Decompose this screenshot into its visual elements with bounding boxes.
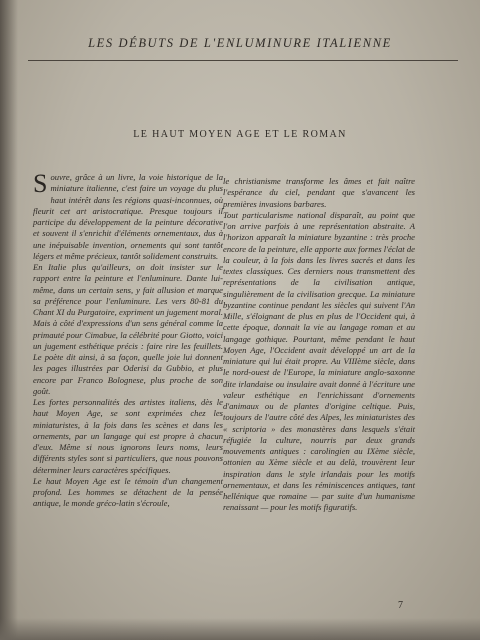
chapter-title: LE HAUT MOYEN AGE ET LE ROMAN bbox=[133, 129, 347, 140]
running-head: LES DÉBUTS DE L'ENLUMINURE ITALIENNE bbox=[88, 36, 392, 50]
paragraph: Le haut Moyen Age est le témoin d'un changement profond. Les hommes se détachent de la pensée antique, le monde gréco-latin s'écroule, bbox=[33, 475, 223, 509]
drop-cap: S bbox=[33, 169, 48, 198]
paragraph: En Italie plus qu'ailleurs, on doit insister sur le rapport entre la peinture et l'enluminure. Dante lui-même, dans un certain sens, y fait allusion et marque sa préférence pour l'enluminure. Les vers 80-81 du Chant XI du Purgatoire, expriment un jugement moral. Mais à côté d'expressions d'un sens général comme la primauté pour Cimabue, la célébrité pour Giotto, voici un jugement esthétique précis : faire rire les feuillets. Le poète dit ainsi, à sa façon, quelle joie lui donnent les pages illustrées par Oderisi da Gubbio, et plus encore par Franco Bolognese, plus proche de son goût. bbox=[33, 262, 223, 396]
header-rule bbox=[28, 60, 458, 61]
paragraph: le christianisme transforme les âmes et fait naître l'espérance du ciel, pendant que s'avancent les premières invasions barbares. bbox=[223, 176, 415, 209]
paragraph: Les fortes personnalités des artistes italiens, dès le haut Moyen Age, se sont exprimées chez les miniaturistes, à la fois dans les scènes et dans les ornements, par un langage qui est propre à chacun d'eux. Même si nous ignorons leurs noms, leurs différents styles sont si particuliers, que nous pouvons déterminer leurs caractères spécifiques. bbox=[33, 397, 223, 475]
paragraph-text: ouvre, grâce à un livre, la voie historique de la miniature italienne, c'est faire un voyage du plus haut intérêt dans les régions quasi-inconnues, où fleurit cet art aristocratique. Presque toujours il participe du développement de la peinture décorative et souvent il s'enrichit d'éléments ornementaux, dus à une inépuisable invention, ornements qui sont tantôt légers et même précieux, tantôt solidement construits. bbox=[33, 172, 223, 261]
left-column bbox=[33, 169, 223, 510]
page-gutter-shadow bbox=[0, 0, 18, 640]
paragraph bbox=[33, 169, 223, 262]
page-bottom-shadow bbox=[0, 618, 480, 640]
paragraph: Tout particularisme national disparaît, au point que l'on arrive parfois à une représentation abstraite. A l'horizon apparaît la miniature byzantine : très proche encore de la peinture, elle apporte aux formes l'éclat de la couleur, à la fois dans les livres sacrés et dans les textes classiques. Ces derniers nous transmettent des représentations de la civilisation antique, singulièrement de la civilisation grecque. La miniature byzantine continue pendant les siècles qui suivent l'An Mille, s'éloignant de plus en plus de l'Occident qui, à cette époque, donnait la vie au langage roman et au langage gothique. Pourtant, même pendant le haut Moyen Age, l'Occident avait développé un art de la miniature qui lui était propre. Au VIIIème siècle, dans le nord-ouest de l'Europe, la miniature anglo-saxonne dite irlandaise ou insulaire avait donné à l'écriture une valeur esthétique en l'enrichissant d'ornements d'animaux ou de plantes d'origine celtique. Puis, toujours de l'autre côté des Alpes, les miniaturistes des « scriptoria » des monastères dans lesquels s'était réfugiée la culture, nourris par deux grands mouvements antiques : carolingien au IXème siècle, ottonien au Xème siècle et au delà, trouvèrent leur inspiration dans le style irlandais pour les motifs ornementaux, et dans les réminiscences antiques, tant hellénique que romaine — par suite d'un humanisme renaissant — pour les motifs figuratifs. bbox=[223, 209, 415, 513]
page-number: 7 bbox=[398, 600, 403, 611]
right-column bbox=[223, 176, 415, 514]
